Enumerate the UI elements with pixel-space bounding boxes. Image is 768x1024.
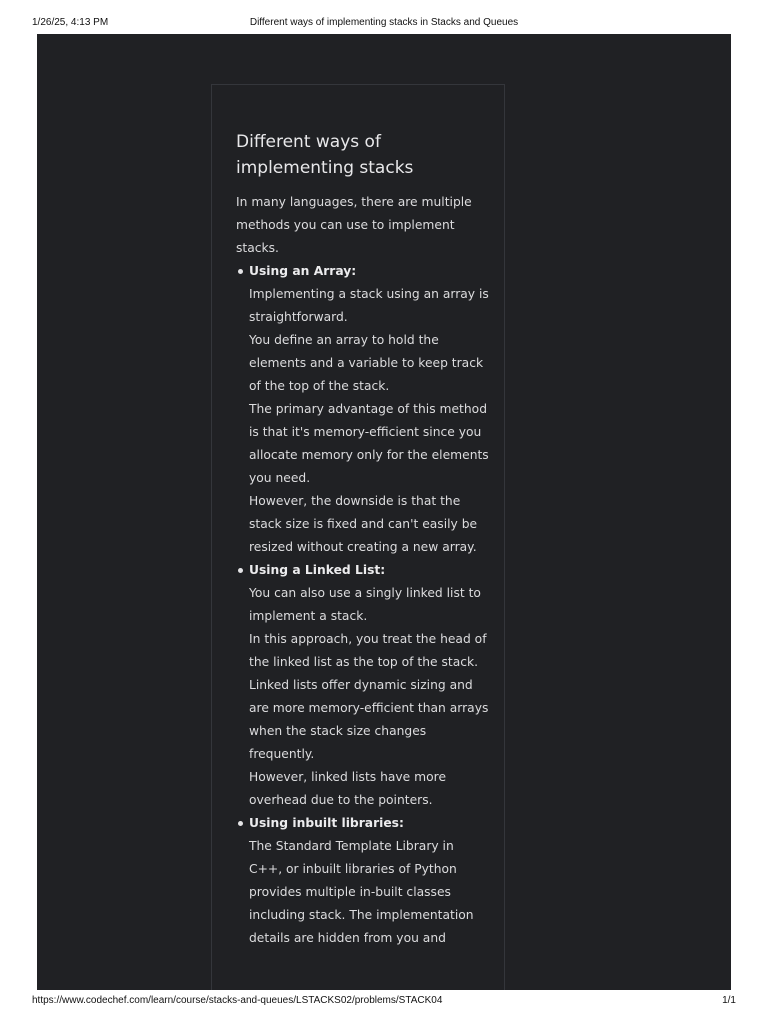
method-text: In this approach, you treat the head of the linked list as the top of the stack. <box>249 632 487 669</box>
print-footer <box>32 995 736 1009</box>
method-text: However, the downside is that the stack size is fixed and can't easily be resized without creating a new array. <box>249 494 478 554</box>
bullet-icon <box>238 568 243 573</box>
print-header <box>32 17 736 31</box>
methods-list <box>236 260 489 950</box>
print-datetime: 1/26/25, 4:13 PM <box>32 17 109 28</box>
method-text: You can also use a singly linked list to implement a stack. <box>249 586 481 623</box>
bullet-icon <box>238 821 243 826</box>
intro-paragraph: In many languages, there are multiple methods you can use to implement stacks. <box>236 195 472 255</box>
page-url: https://www.codechef.com/learn/course/stacks-and-queues/LSTACKS02/problems/STACK04 <box>32 995 443 1006</box>
method-text: You define an array to hold the elements and a variable to keep track of the top of the stack. <box>249 333 484 393</box>
method-text: Linked lists offer dynamic sizing and are more memory-efficient than arrays when the stack size changes frequently. <box>249 678 489 761</box>
method-item-inbuilt-libraries <box>249 812 489 950</box>
method-heading: Using inbuilt libraries: <box>249 816 404 830</box>
method-text: However, linked lists have more overhead due to the pointers. <box>249 770 447 807</box>
method-item-linked-list <box>249 559 489 812</box>
problem-content-card[interactable] <box>211 84 505 990</box>
method-text: The primary advantage of this method is that it's memory-efficient since you allocate memory only for the elements you need. <box>249 402 489 485</box>
bullet-icon <box>238 269 243 274</box>
method-text: The Standard Template Library in C++, or inbuilt libraries of Python provides multiple in-built classes including stack. The implementation details are hidden from you and <box>249 839 474 945</box>
method-heading: Using an Array: <box>249 264 357 278</box>
method-item-array <box>249 260 489 559</box>
method-heading: Using a Linked List: <box>249 563 386 577</box>
problem-title: Different ways of implementing stacks <box>236 132 414 178</box>
page-screenshot <box>37 34 731 990</box>
print-document-title: Different ways of implementing stacks in Stacks and Queues <box>249 17 519 28</box>
page-number: 1/1 <box>722 995 736 1006</box>
method-text: Implementing a stack using an array is straightforward. <box>249 287 489 324</box>
